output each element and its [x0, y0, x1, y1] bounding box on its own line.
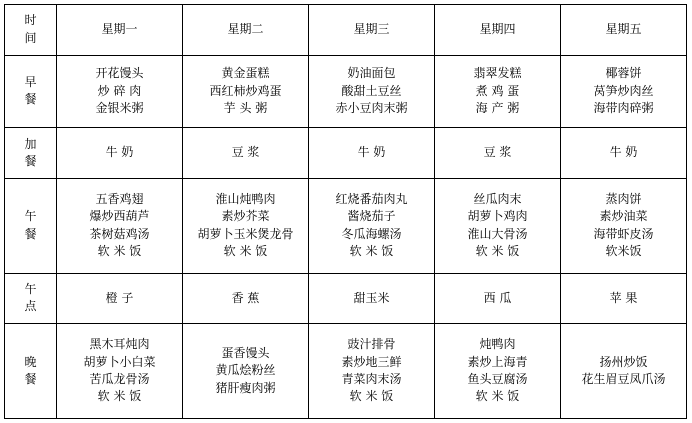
table-row [5, 273, 687, 324]
cell-breakfast-monday: 开花馒头 炒 碎 肉 金银米粥 [57, 55, 183, 128]
cell-breakfast-friday: 椰蓉饼 莴笋炒肉丝 海带肉碎粥 [561, 55, 687, 128]
cell-breakfast-wednesday: 奶油面包 酸甜土豆丝 赤小豆肉末粥 [309, 55, 435, 128]
cell-afternoon-snack-friday: 苹 果 [561, 273, 687, 324]
cell-lunch-wednesday: 红烧番茄肉丸 酱烧茄子 冬瓜海螺汤 软 米 饭 [309, 178, 435, 273]
cell-afternoon-snack-monday: 橙 子 [57, 273, 183, 324]
header-time-line1: 时 [24, 13, 37, 28]
header-day-wednesday: 星期三 [309, 5, 435, 56]
cell-dinner-friday: 扬州炒饭 花生眉豆凤爪汤 [561, 324, 687, 419]
cell-lunch-thursday: 丝瓜肉末 胡萝卜鸡肉 淮山大骨汤 软 米 饭 [435, 178, 561, 273]
cell-lunch-friday: 蒸肉饼 素炒油菜 海带虾皮汤 软米饭 [561, 178, 687, 273]
row-label-breakfast: 早 餐 [5, 55, 57, 128]
table-row [5, 324, 687, 419]
header-time-line2: 间 [24, 30, 37, 45]
header-day-tuesday: 星期二 [183, 5, 309, 56]
weekly-menu-table [4, 4, 687, 419]
header-day-friday: 星期五 [561, 5, 687, 56]
cell-snack-morning-thursday: 豆 浆 [435, 128, 561, 179]
cell-snack-morning-monday: 牛 奶 [57, 128, 183, 179]
cell-snack-morning-wednesday: 牛 奶 [309, 128, 435, 179]
cell-dinner-monday: 黑木耳炖肉 胡萝卜小白菜 苦瓜龙骨汤 软 米 饭 [57, 324, 183, 419]
table-row [5, 55, 687, 128]
cell-snack-morning-tuesday: 豆 浆 [183, 128, 309, 179]
cell-afternoon-snack-tuesday: 香 蕉 [183, 273, 309, 324]
cell-dinner-wednesday: 豉汁排骨 素炒地三鲜 青菜肉末汤 软 米 饭 [309, 324, 435, 419]
cell-breakfast-thursday: 翡翠发糕 煮 鸡 蛋 海 产 粥 [435, 55, 561, 128]
header-time-cell [5, 5, 57, 56]
table-row [5, 128, 687, 179]
cell-breakfast-tuesday: 黄金蛋糕 西红柿炒鸡蛋 芋 头 粥 [183, 55, 309, 128]
row-label-afternoon-snack: 午 点 [5, 273, 57, 324]
table-header-row [5, 5, 687, 56]
cell-lunch-monday: 五香鸡翅 爆炒西葫芦 茶树菇鸡汤 软 米 饭 [57, 178, 183, 273]
cell-afternoon-snack-thursday: 西 瓜 [435, 273, 561, 324]
cell-dinner-thursday: 炖鸭肉 素炒上海青 鱼头豆腐汤 软 米 饭 [435, 324, 561, 419]
cell-lunch-tuesday: 淮山炖鸭肉 素炒芥菜 胡萝卜玉米煲龙骨 软 米 饭 [183, 178, 309, 273]
header-day-thursday: 星期四 [435, 5, 561, 56]
cell-dinner-tuesday: 蛋香馒头 黄瓜烩粉丝 猪肝瘦肉粥 [183, 324, 309, 419]
cell-afternoon-snack-wednesday: 甜玉米 [309, 273, 435, 324]
row-label-dinner: 晚 餐 [5, 324, 57, 419]
row-label-snack-morning: 加 餐 [5, 128, 57, 179]
cell-snack-morning-friday: 牛 奶 [561, 128, 687, 179]
table-row [5, 178, 687, 273]
row-label-lunch: 午 餐 [5, 178, 57, 273]
header-day-monday: 星期一 [57, 5, 183, 56]
